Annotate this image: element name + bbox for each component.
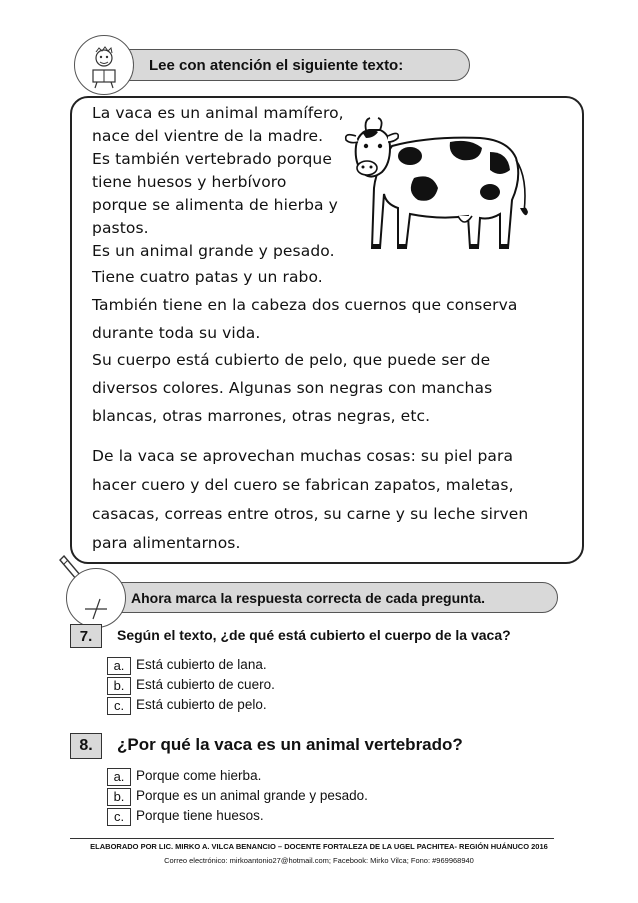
option-letter[interactable]: c. (107, 697, 131, 715)
reading-line: hacer cuero y del cuero se fabrican zapatos, maletas, (92, 476, 514, 494)
option-text: Porque come hierba. (136, 768, 262, 783)
option-text: Está cubierto de cuero. (136, 677, 275, 692)
option-letter[interactable]: a. (107, 657, 131, 675)
footer-divider (70, 838, 554, 839)
option-letter[interactable]: a. (107, 768, 131, 786)
reading-line: tiene huesos y herbívoro (92, 173, 287, 191)
option-letter[interactable]: b. (107, 677, 131, 695)
reading-instruction-banner (100, 49, 470, 81)
reading-line: durante toda su vida. (92, 324, 261, 342)
reading-instruction-text: Lee con atención el siguiente texto: (149, 56, 404, 74)
cow-illustration (340, 108, 540, 268)
question-number: 7. (70, 624, 102, 648)
reading-line: Su cuerpo está cubierto de pelo, que puede ser de (92, 351, 491, 369)
option-text: Porque tiene huesos. (136, 808, 264, 823)
reading-line: De la vaca se aprovechan muchas cosas: su piel para (92, 447, 514, 465)
reading-line: porque se alimenta de hierba y (92, 196, 338, 214)
checkmark-circle-icon (66, 568, 126, 628)
option-letter[interactable]: c. (107, 808, 131, 826)
question-instruction-banner (92, 582, 558, 613)
reading-line: pastos. (92, 219, 149, 237)
option-text: Está cubierto de lana. (136, 657, 267, 672)
footer-contact: Correo electrónico: mirkoantonio27@hotmail.com; Facebook: Mirko Vilca; Fono: #969968940 (164, 856, 474, 865)
reading-line: Tiene cuatro patas y un rabo. (92, 268, 323, 286)
question-number: 8. (70, 733, 102, 759)
question-text: Según el texto, ¿de qué está cubierto el cuerpo de la vaca? (117, 627, 511, 643)
reading-line: para alimentarnos. (92, 534, 241, 552)
question-text: ¿Por qué la vaca es un animal vertebrado? (117, 735, 463, 754)
option-text: Está cubierto de pelo. (136, 697, 267, 712)
option-letter[interactable]: b. (107, 788, 131, 806)
reading-line: También tiene en la cabeza dos cuernos que conserva (92, 296, 518, 314)
reading-line: casacas, correas entre otros, su carne y su leche sirven (92, 505, 529, 523)
reading-character-icon (74, 35, 134, 95)
reading-line: Es un animal grande y pesado. (92, 242, 335, 260)
reading-line: diversos colores. Algunas son negras con manchas (92, 379, 493, 397)
reading-line: La vaca es un animal mamífero, (92, 104, 344, 122)
footer-credits: ELABORADO POR LIC. MIRKO A. VILCA BENANCIO – DOCENTE FORTALEZA DE LA UGEL PACHITEA- REGIÓN HUÁNUCO 2016 (90, 842, 548, 851)
reading-line: nace del vientre de la madre. (92, 127, 324, 145)
reading-line: blancas, otras marrones, otras negras, etc. (92, 407, 431, 425)
question-instruction-text: Ahora marca la respuesta correcta de cada pregunta. (131, 589, 486, 606)
option-text: Porque es un animal grande y pesado. (136, 788, 368, 803)
reading-line: Es también vertebrado porque (92, 150, 332, 168)
